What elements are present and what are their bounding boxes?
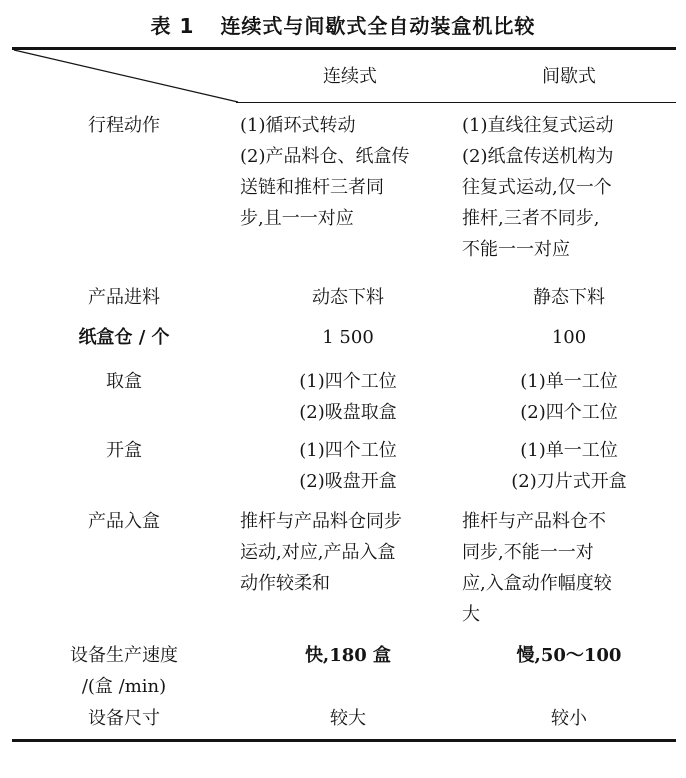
- continuous-cell: 快,180 盒: [304, 645, 392, 666]
- cell-line: (1)循环式转动: [240, 115, 356, 136]
- cell-line: 同步,不能一一对: [462, 542, 594, 563]
- row-label-unit: /(盒 /min): [81, 676, 167, 697]
- cell-line: (2)吸盘取盒: [299, 402, 397, 423]
- cell-line: (1)单一工位: [520, 371, 618, 392]
- cell-line: (2)吸盘开盒: [299, 471, 397, 492]
- cell-line: 往复式运动,仅一个: [462, 177, 612, 198]
- continuous-cell: 1 500: [322, 327, 374, 348]
- cell-line: 动作较柔和: [240, 573, 330, 594]
- cell-line: 不能一一对应: [462, 239, 570, 260]
- continuous-cell: [240, 435, 456, 497]
- row-label: 行程动作: [88, 115, 160, 136]
- table-number: 表 1: [150, 14, 195, 38]
- row-label: 取盒: [106, 371, 142, 392]
- intermittent-cell: [462, 506, 676, 630]
- row-label: 设备尺寸: [88, 708, 160, 729]
- cell-line: 送链和推杆三者同: [240, 177, 384, 198]
- column-header-continuous: 连续式: [323, 66, 377, 87]
- intermittent-cell: 较小: [551, 708, 587, 729]
- cell-line: (1)四个工位: [299, 371, 397, 392]
- cell-line: 步,且一一对应: [240, 208, 354, 229]
- row-label: 开盒: [106, 440, 142, 461]
- row-label-line: 设备生产速度: [70, 645, 178, 666]
- cell-line: 推杆,三者不同步,: [462, 208, 600, 229]
- intermittent-cell: [462, 110, 676, 265]
- table-title: 连续式与间歇式全自动装盒机比较: [220, 14, 536, 38]
- cell-line: 推杆与产品料仓同步: [240, 511, 402, 532]
- intermittent-cell: 静态下料: [533, 287, 605, 308]
- cell-line: (1)直线往复式运动: [462, 115, 614, 136]
- row-label: [24, 640, 224, 702]
- cell-line: (2)产品料仓、纸盒传: [240, 146, 410, 167]
- continuous-cell: [240, 110, 456, 234]
- intermittent-cell: 100: [551, 327, 587, 348]
- cell-line: 运动,对应,产品入盒: [240, 542, 396, 563]
- row-label: 纸盒仓 / 个: [78, 327, 170, 348]
- column-header-intermittent: 间歇式: [542, 66, 596, 87]
- cell-line: (1)单一工位: [520, 440, 618, 461]
- intermittent-cell: 慢,50～100: [516, 645, 622, 666]
- cell-line: (2)纸盒传送机构为: [462, 146, 614, 167]
- cell-line: (1)四个工位: [299, 440, 397, 461]
- cell-line: (2)四个工位: [520, 402, 618, 423]
- cell-line: 应,入盒动作幅度较: [462, 573, 612, 594]
- continuous-cell: 较大: [330, 708, 366, 729]
- cell-line: (2)刀片式开盒: [511, 471, 627, 492]
- bottom-rule: [12, 739, 676, 742]
- intermittent-cell: [462, 366, 676, 428]
- header-rule: [236, 102, 676, 103]
- continuous-cell: [240, 366, 456, 428]
- intermittent-cell: [462, 435, 676, 497]
- header-diagonal-line: [12, 48, 240, 104]
- continuous-cell: 动态下料: [312, 287, 384, 308]
- table-caption: [0, 10, 686, 39]
- row-label: 产品入盒: [88, 511, 160, 532]
- cell-line: 大: [462, 604, 480, 625]
- cell-line: 推杆与产品料仓不: [462, 511, 606, 532]
- continuous-cell: [240, 506, 456, 599]
- row-label: 产品进料: [88, 287, 160, 308]
